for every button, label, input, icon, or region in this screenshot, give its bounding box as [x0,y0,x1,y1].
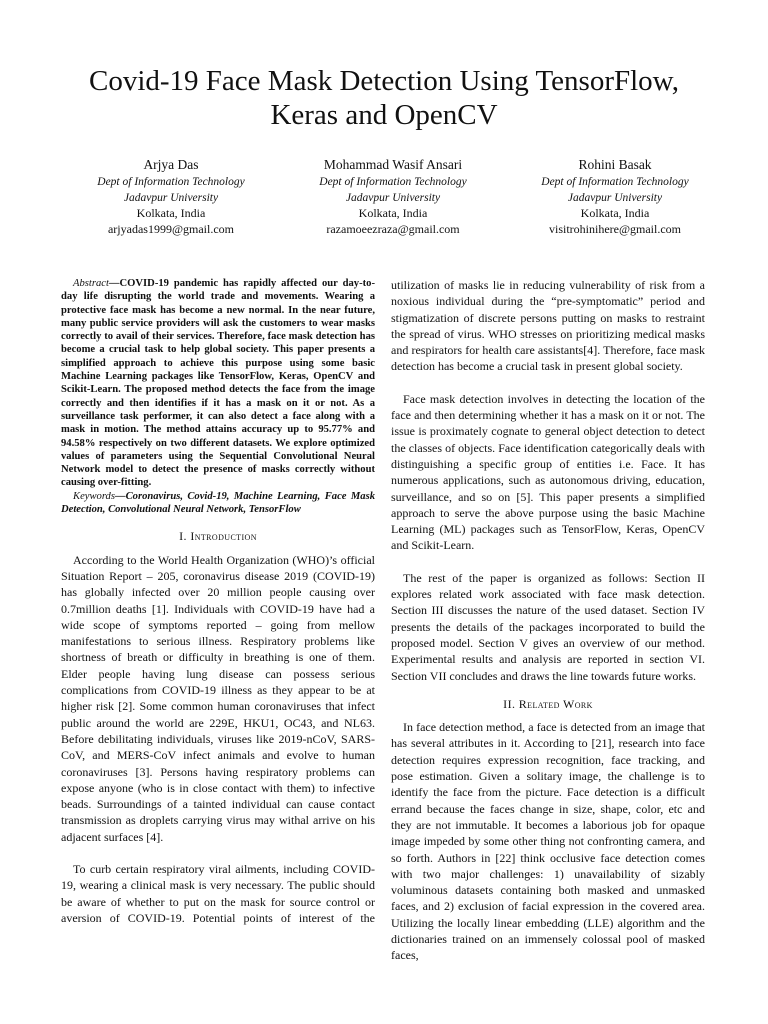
author-location: Kolkata, India [136,206,206,220]
author-email: razamoeezraza@gmail.com [326,221,460,236]
paragraph-intro-1: According to the World Health Organization (WHO)’s official Situation Report – 205, coronavirus disease 2019 (COVID-19) has globally infected over 20 million people causing over 0.7million deaths [1]. Individuals with COVID-19 have had a wide scope of symptoms reported – going from mellow manifestations to serious illness. Respiratory problems like shortness of breath or difficulty in breathing is one of them. Elder people having lung disease can possess serious complications from COVID-19 illness as they appear to be at higher risk [2]. Some common human coronaviruses that infect public around the world are 229E, HKU1, OC43, and NL63. Before debilitating individuals, viruses like 2019-nCoV, SARS-CoV, and MERS-CoV infect animals and evolve to human coronaviruses [3]. Persons having respiratory problems can expose anyone (who is in close contact with them) to infective beads. Surroundings of a tainted individual can cause contact transmission as droplets carrying virus may withal arrive on his adjacent surfaces [4]. [61,552,375,844]
author-1 [60,156,282,237]
section-heading-related-work: II. Related Work [503,696,593,711]
keywords [61,490,375,517]
author-name: Rohini Basak [578,157,652,172]
author-name: Mohammad Wasif Ansari [323,157,463,172]
paragraph-intro-4: The rest of the paper is organized as follows: Section II explores related work associated with face mask detection. Section III discusses the nature of the used dataset. Section IV presents the details of the packages incorporated to build the proposed model. Section V gives an overview of our method. Experimental results and analysis are reported in section VI. Section VII concludes and draws the line towards future works. [391,570,705,683]
right-column-text [391,277,705,964]
author-email: visitrohinihere@gmail.com [548,221,682,236]
paragraph-intro-2: To curb certain respiratory viral ailments, including COVID-19, wearing a clinical mask is very necessary. The public should be aware of whether to put on the mask for source control or aversion of COVID-19. Potential points of interest of the [61,861,375,925]
keywords-text: —Coronavirus, Covid-19, Machine Learning, Face Mask Detection, Convolutional Neural Network, TensorFlow [61,490,375,516]
author-2 [282,156,504,237]
author-location: Kolkata, India [358,206,428,220]
section-heading-introduction: I. Introduction [179,529,257,544]
keywords-label: Keywords [73,490,115,502]
abstract-label: Abstract [73,278,109,289]
author-dept: Dept of Information Technology [319,176,467,188]
author-3 [504,156,726,237]
author-dept: Dept of Information Technology [97,176,245,188]
abstract-text: —COVID-19 pandemic has rapidly affected our day-to-day life disrupting the world trade and movements. Wearing a protective face mask has become a new normal. In the near future, many public service providers will ask the customers to wear masks correctly to avail of their services. Therefore, face mask detection has become a crucial task to help global society. This paper presents a simplified approach to achieve this purpose using some basic Machine Learning packages like TensorFlow, Keras, OpenCV and Scikit-Learn. The proposed method detects the face from the image correctly and then identifies if it has a mask on it or not. As a surveillance task performer, it can also detect a face along with a mask in motion. The method attains accuracy up to 95.77% and 94.58% respectively on two different datasets. We explore optimized values of parameters using the Sequential Convolutional Neural Network model to detect the presence of masks correctly without causing over-fitting. [61,278,375,489]
author-dept: Dept of Information Technology [541,176,689,188]
author-university: Jadavpur University [567,191,663,204]
paragraph-related-1: In face detection method, a face is detected from an image that has several attributes in it. According to [21], research into face detection requires expression recognition, face tracking, and pose estimation. Given a solitary image, the challenge is to identify the face from the picture. Face detection is a difficult errand because the faces change in size, shape, color, etc and they are not immutable. It becomes a laborious job for opaque image impeded by some other thing not confronting camera, and so forth. Authors in [22] think occlusive face detection comes with two major challenges: 1) unavailability of sizably voluminous datasets containing both masked and unmasked faces, and 2) exclusion of facial expression in the covered area. Utilizing the locally linear embedding (LLE) algorithm and the dictionaries trained on an immensely colossal pool of masked faces, [391,720,705,963]
author-location: Kolkata, India [580,206,650,220]
left-column [61,277,375,926]
author-name: Arjya Das [143,157,199,172]
paragraph-intro-3: Face mask detection involves in detecting the location of the face and then determining whether it has a mask on it or not. The issue is proximately cognate to general object detection to detect the classes of objects. Face identification categorically deals with distinguishing a specific group of entities i.e. Face. It has numerous applications, such as autonomous driving, education, surveillance, and so on [5]. This paper presents a simplified approach to serve the above purpose using the basic Machine Learning (ML) packages such as TensorFlow, Keras, OpenCV and Scikit-Learn. [391,391,705,553]
abstract [61,277,375,490]
paragraph-intro-2-continued: utilization of masks lie in reducing vulnerability of risk from a noxious individual during the “pre-symptomatic” period and stigmatization of discrete persons putting on masks to restraint the spread of virus. WHO stresses on prioritizing medical masks and respirators for health care assistants[4]. Therefore, face mask detection has become a crucial task in present global society. [391,278,705,374]
author-university: Jadavpur University [123,191,219,204]
author-block [60,156,726,237]
author-email: arjyadas1999@gmail.com [107,221,235,236]
paper-title: Covid-19 Face Mask Detection Using TensorFlow, Keras and OpenCV [89,65,679,131]
author-university: Jadavpur University [345,191,441,204]
